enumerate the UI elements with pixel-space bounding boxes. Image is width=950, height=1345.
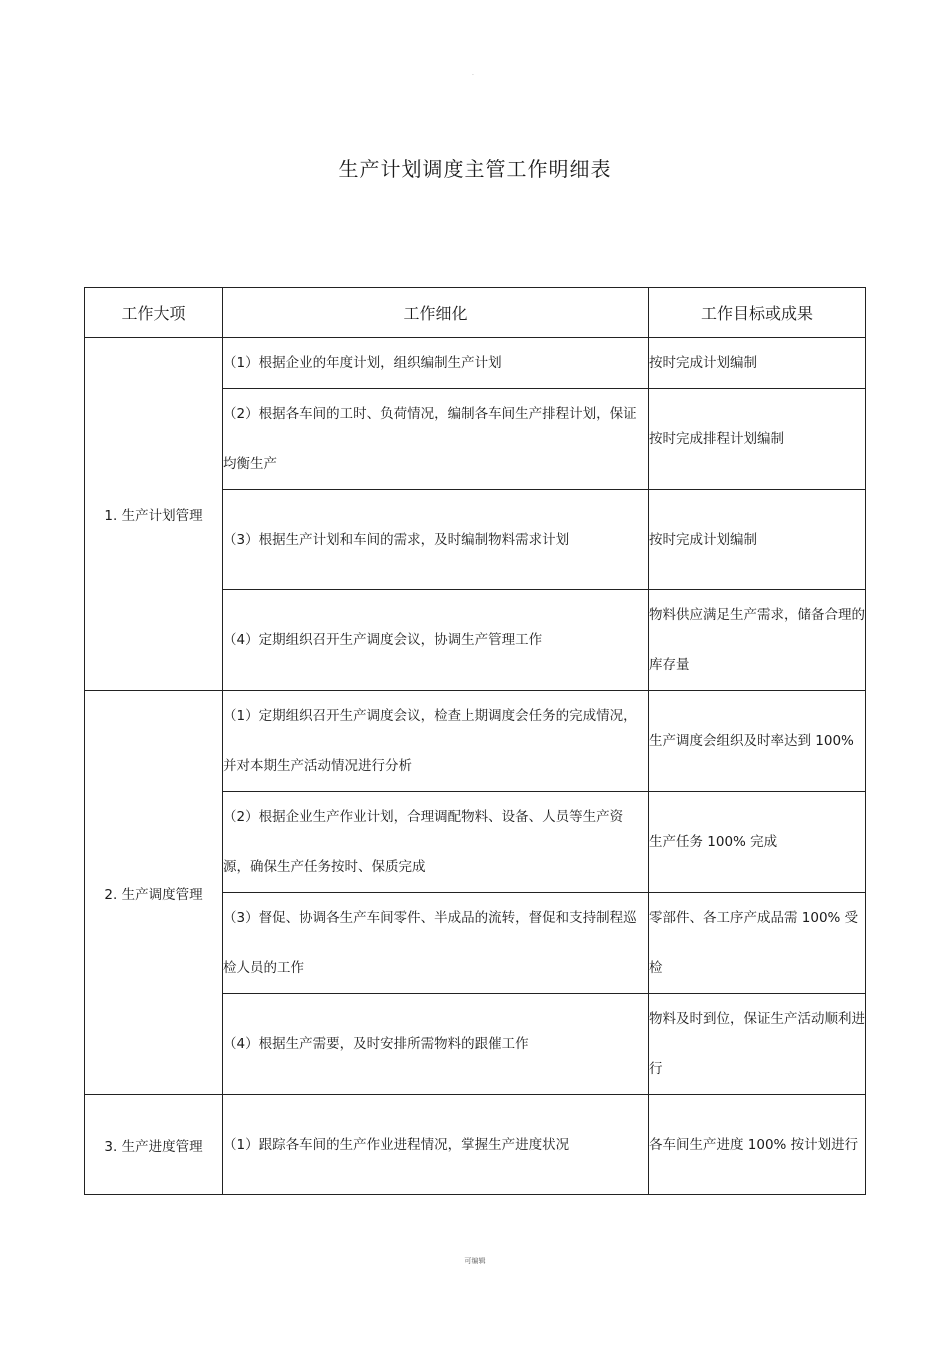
category-cell: 2. 生产调度管理 [85, 691, 223, 1095]
header-goal: 工作目标或成果 [649, 288, 866, 338]
category-cell: 3. 生产进度管理 [85, 1095, 223, 1195]
document-title: 生产计划调度主管工作明细表 [338, 157, 612, 181]
footer-editable-note: 可编辑 [464, 1257, 486, 1265]
goal-cell: 生产任务 100% 完成 [649, 792, 866, 893]
goal-cell: 按时完成排程计划编制 [649, 389, 866, 490]
goal-cell: 物料及时到位，保证生产活动顺利进行 [649, 994, 866, 1095]
goal-cell: 物料供应满足生产需求，储备合理的库存量 [649, 590, 866, 691]
header-category: 工作大项 [85, 288, 223, 338]
table-header-row [85, 288, 866, 338]
work-detail-table [84, 287, 866, 1195]
table-row [85, 1095, 866, 1195]
detail-cell: （1）根据企业的年度计划，组织编制生产计划 [223, 338, 649, 389]
header-dot: . [472, 70, 474, 77]
detail-cell: （2）根据各车间的工时、负荷情况，编制各车间生产排程计划，保证均衡生产 [223, 389, 649, 490]
goal-cell: 按时完成计划编制 [649, 338, 866, 389]
goal-cell: 各车间生产进度 100% 按计划进行 [649, 1095, 866, 1195]
detail-cell: （3）根据生产计划和车间的需求，及时编制物料需求计划 [223, 490, 649, 590]
goal-cell: 生产调度会组织及时率达到 100% [649, 691, 866, 792]
header-detail: 工作细化 [223, 288, 649, 338]
table-row [85, 338, 866, 389]
goal-cell: 零部件、各工序产成品需 100% 受检 [649, 893, 866, 994]
detail-cell: （1）跟踪各车间的生产作业进程情况，掌握生产进度状况 [223, 1095, 649, 1195]
category-cell: 1. 生产计划管理 [85, 338, 223, 691]
detail-cell: （3）督促、协调各生产车间零件、半成品的流转，督促和支持制程巡检人员的工作 [223, 893, 649, 994]
detail-cell: （4）定期组织召开生产调度会议，协调生产管理工作 [223, 590, 649, 691]
detail-cell: （1）定期组织召开生产调度会议，检查上期调度会任务的完成情况，并对本期生产活动情况进行分析 [223, 691, 649, 792]
table-row [85, 691, 866, 792]
detail-cell: （4）根据生产需要，及时安排所需物料的跟催工作 [223, 994, 649, 1095]
goal-cell: 按时完成计划编制 [649, 490, 866, 590]
detail-cell: （2）根据企业生产作业计划，合理调配物料、设备、人员等生产资源，确保生产任务按时、保质完成 [223, 792, 649, 893]
